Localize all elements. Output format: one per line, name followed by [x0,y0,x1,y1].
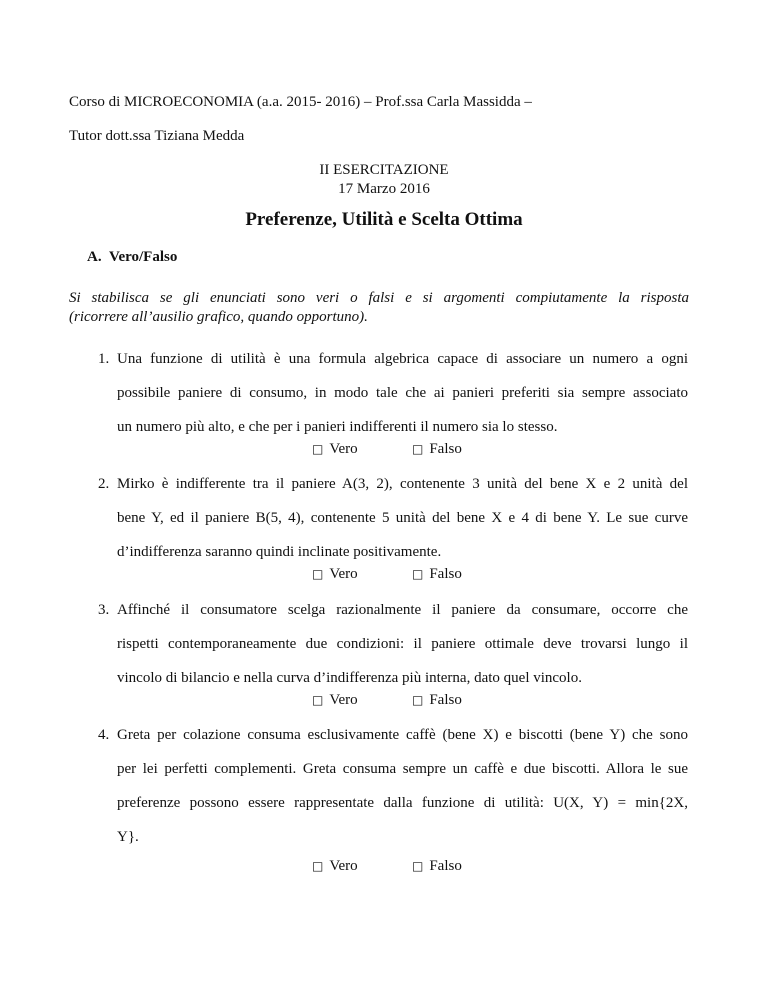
option-true-label: Vero [329,441,358,457]
option-true-label: Vero [329,692,358,708]
question-text-line: Mirko è indifferente tra il paniere A(3, 2), contenente 3 unità del bene X e 2 unità del [117,476,688,492]
exercise-date: 17 Marzo 2016 [338,181,430,197]
section-label: Vero/Falso [109,249,178,265]
option-true[interactable] [312,566,358,583]
tutor-line: Tutor dott.ssa Tiziana Medda [69,128,245,144]
question-text-line: Affinché il consumatore scelga razionalmente il paniere da consumare, occorre che [117,602,688,618]
question-text-line: vincolo di bilancio e nella curva d’indifferenza più interna, dato quel vincolo. [117,670,582,686]
option-false[interactable] [412,566,462,583]
question-number: 1. [98,351,110,367]
question-text-line: preferenze possono essere rappresentate dalla funzione di utilità: U(X, Y) = min{2X, [117,795,688,811]
checkbox-icon[interactable]: □ [412,567,424,581]
document-title: Preferenze, Utilità e Scelta Ottima [245,209,523,230]
question-text-line: Una funzione di utilità è una formula algebrica capace di associare un numero a ogni [117,351,688,367]
option-false-label: Falso [429,858,462,874]
checkbox-icon[interactable]: □ [312,442,324,456]
option-false[interactable] [412,441,462,458]
option-false[interactable] [412,692,462,709]
option-false-label: Falso [429,566,462,582]
option-true-label: Vero [329,858,358,874]
checkbox-icon[interactable]: □ [412,442,424,456]
question-number: 3. [98,602,110,618]
checkbox-icon[interactable]: □ [412,859,424,873]
checkbox-icon[interactable]: □ [312,567,324,581]
question-text-line: d’indifferenza saranno quindi inclinate positivamente. [117,544,442,560]
instructions-line-1: Si stabilisca se gli enunciati sono veri o falsi e si argomenti compiutamente la risposta [69,290,689,306]
question-text-line: per lei perfetti complementi. Greta consuma sempre un caffè e due biscotti. Allora le sue [117,761,688,777]
question-text-line: bene Y, ed il paniere B(5, 4), contenente 5 unità del bene X e 4 di bene Y. Le sue curve [117,510,688,526]
question-text-line: Y}. [117,829,139,845]
exercise-number: II ESERCITAZIONE [319,162,449,178]
course-line: Corso di MICROECONOMIA (a.a. 2015- 2016) – Prof.ssa Carla Massidda – [69,94,532,110]
option-true[interactable] [312,441,358,458]
option-true-label: Vero [329,566,358,582]
instructions-line-2: (ricorrere all’ausilio grafico, quando opportuno). [69,309,368,325]
checkbox-icon[interactable]: □ [312,693,324,707]
checkbox-icon[interactable]: □ [312,859,324,873]
question-text-line: Greta per colazione consuma esclusivamente caffè (bene X) e biscotti (bene Y) che sono [117,727,688,743]
question-number: 4. [98,727,110,743]
question-text-line: un numero più alto, e che per i panieri indifferenti il numero sia lo stesso. [117,419,558,435]
option-false[interactable] [412,858,462,875]
section-marker: A. [87,249,102,265]
option-true[interactable] [312,692,358,709]
question-text-line: rispetti contemporaneamente due condizioni: il paniere ottimale deve trovarsi lungo il [117,636,688,652]
option-false-label: Falso [429,441,462,457]
checkbox-icon[interactable]: □ [412,693,424,707]
option-false-label: Falso [429,692,462,708]
question-number: 2. [98,476,110,492]
question-text-line: possibile paniere di consumo, in modo tale che ai panieri preferiti sia sempre associato [117,385,688,401]
option-true[interactable] [312,858,358,875]
